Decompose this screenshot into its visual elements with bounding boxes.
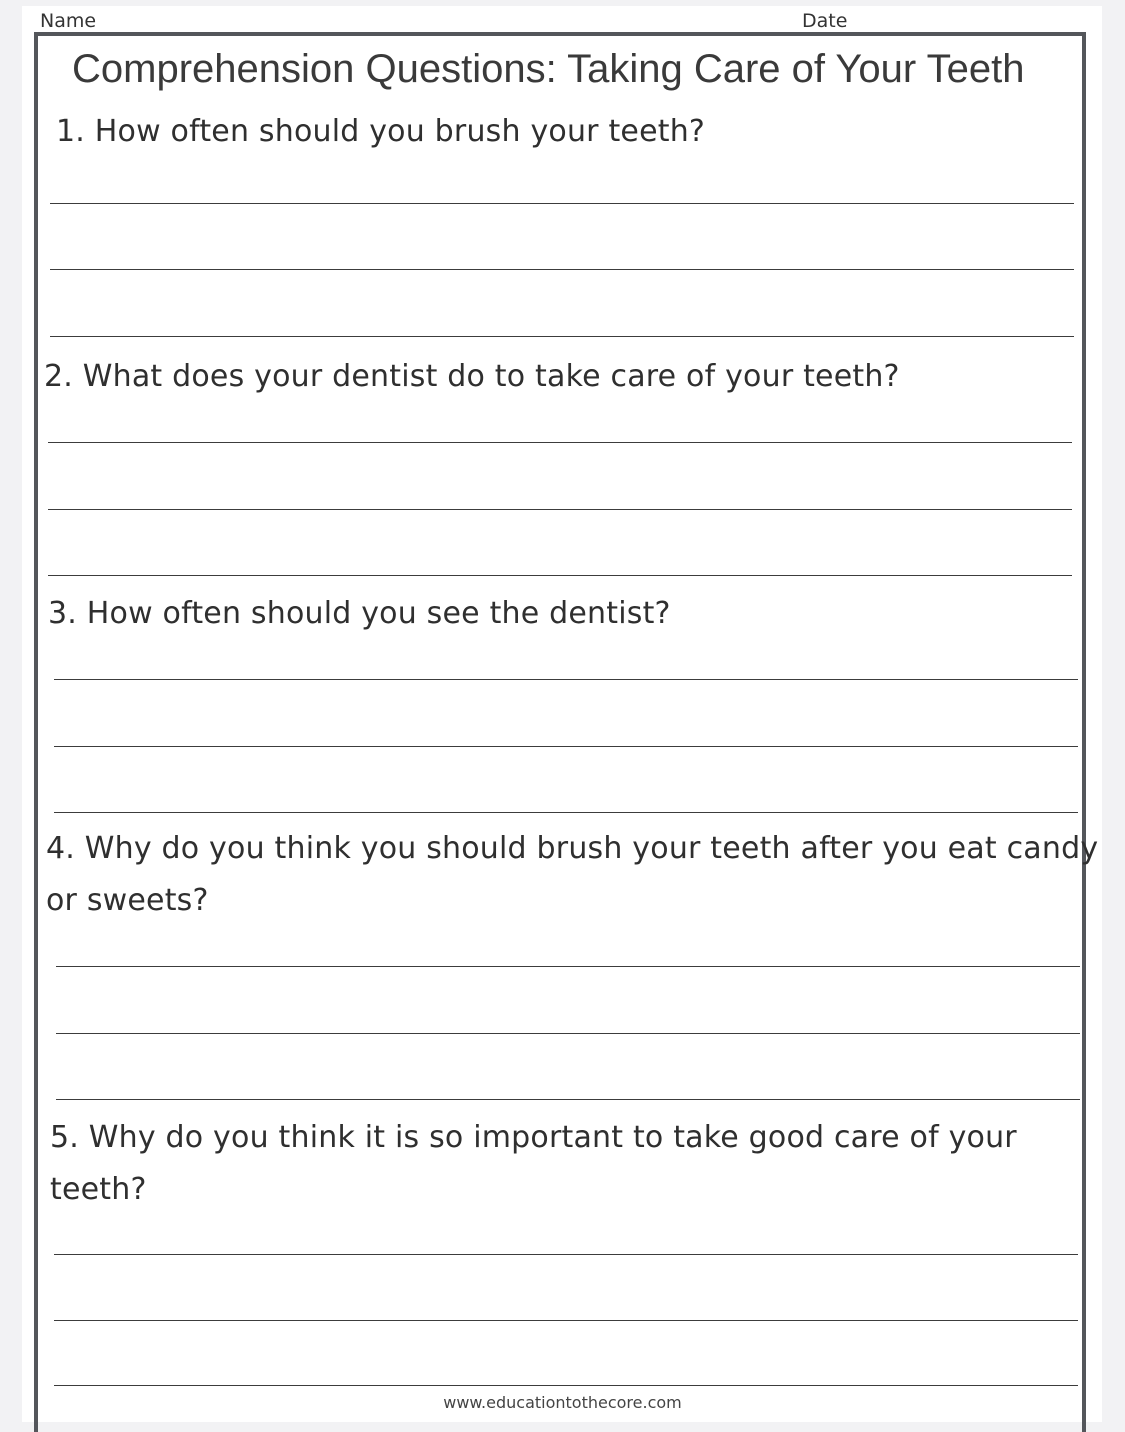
answer-line[interactable] [50,203,1074,204]
answer-line[interactable] [56,966,1080,967]
answer-line[interactable] [56,1099,1080,1100]
worksheet-title: Comprehension Questions: Taking Care of Your Teeth [72,47,1025,91]
answer-line[interactable] [54,1385,1078,1386]
answer-line[interactable] [48,442,1072,443]
answer-line[interactable] [54,746,1078,747]
question-5: 5. Why do you think it is so important to take good care of your teeth? [50,1120,1017,1207]
question-1: 1. How often should you brush your teeth? [56,114,706,149]
answer-line[interactable] [50,336,1074,337]
answer-line[interactable] [50,269,1074,270]
answer-line[interactable] [54,1320,1078,1321]
answer-line[interactable] [54,812,1078,813]
footer-url: www.educationtothecore.com [443,1393,682,1412]
answer-line[interactable] [48,509,1072,510]
date-label: Date [802,10,848,32]
answer-line[interactable] [54,679,1078,680]
answer-line[interactable] [54,1254,1078,1255]
answer-line[interactable] [56,1033,1080,1034]
name-label: Name [40,10,97,32]
answer-line[interactable] [48,575,1072,576]
question-2: 2. What does your dentist do to take care of your teeth? [44,359,900,394]
question-3: 3. How often should you see the dentist? [48,596,671,631]
worksheet-border [34,32,1086,1432]
question-4: 4. Why do you think you should brush your teeth after you eat candy or sweets? [46,831,1099,918]
